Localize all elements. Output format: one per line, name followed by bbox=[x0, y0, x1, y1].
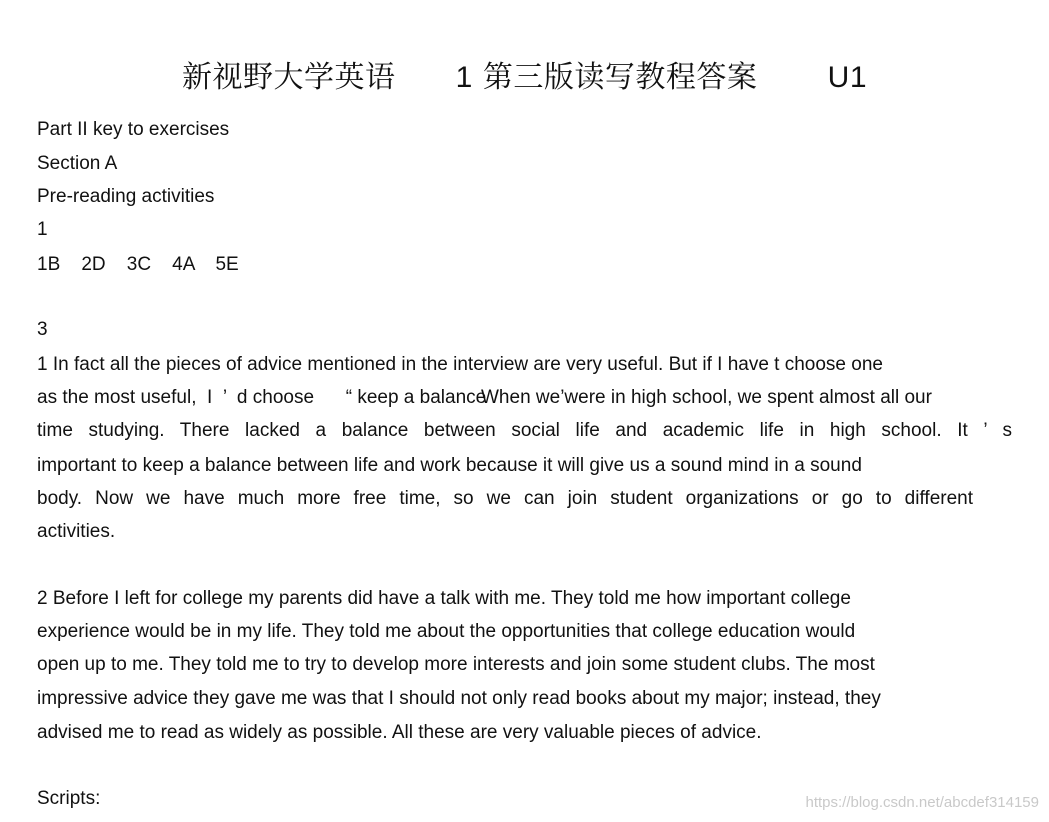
item-number-1: 1 bbox=[37, 219, 48, 240]
paragraph-1-line-2b: When we’were in high school, we spent almost all our bbox=[481, 387, 932, 408]
paragraph-1-line-6: activities. bbox=[37, 521, 116, 542]
paragraph-1-line-2a: as the most useful, I ’ d choose “ keep a balance bbox=[37, 387, 487, 408]
paragraph-1-line-3: time studying. There lacked a balance between social life and academic life in high school. It ’ s bbox=[37, 420, 1012, 441]
part-heading: Part II key to exercises bbox=[37, 119, 230, 140]
paragraph-2-line-5: advised me to read as widely as possible. All these are very valuable pieces of advice. bbox=[37, 722, 762, 743]
title-subtitle: 第三版读写教程答案 bbox=[482, 60, 758, 95]
title-number: 1 bbox=[455, 61, 473, 94]
title-chinese: 新视野大学英语 bbox=[181, 60, 396, 95]
item-1-answers: 1B 2D 3C 4A 5E bbox=[37, 254, 239, 275]
item-number-3: 3 bbox=[37, 319, 48, 340]
scripts-heading: Scripts: bbox=[37, 788, 101, 809]
paragraph-2-line-2: experience would be in my life. They told me about the opportunities that college education would bbox=[37, 621, 856, 642]
watermark-url: https://blog.csdn.net/abcdef314159 bbox=[805, 794, 1039, 811]
paragraph-1-line-5: body. Now we have much more free time, so we can join student organizations or go to different bbox=[37, 488, 973, 509]
paragraph-1-line-4: important to keep a balance between life and work because it will give us a sound mind in a sound bbox=[37, 455, 862, 476]
pre-reading-heading: Pre-reading activities bbox=[37, 186, 215, 207]
paragraph-2-line-3: open up to me. They told me to try to develop more interests and join some student clubs. The most bbox=[37, 654, 875, 675]
paragraph-2-line-4: impressive advice they gave me was that I should not only read books about my major; instead, they bbox=[37, 688, 881, 709]
section-heading: Section A bbox=[37, 153, 118, 174]
page-title bbox=[0, 52, 1049, 96]
title-unit: U1 bbox=[827, 61, 868, 94]
paragraph-2-line-1: 2 Before I left for college my parents did have a talk with me. They told me how important college bbox=[37, 588, 851, 609]
paragraph-1-line-1: 1 In fact all the pieces of advice mentioned in the interview are very useful. But if I have t choose one bbox=[37, 354, 883, 375]
